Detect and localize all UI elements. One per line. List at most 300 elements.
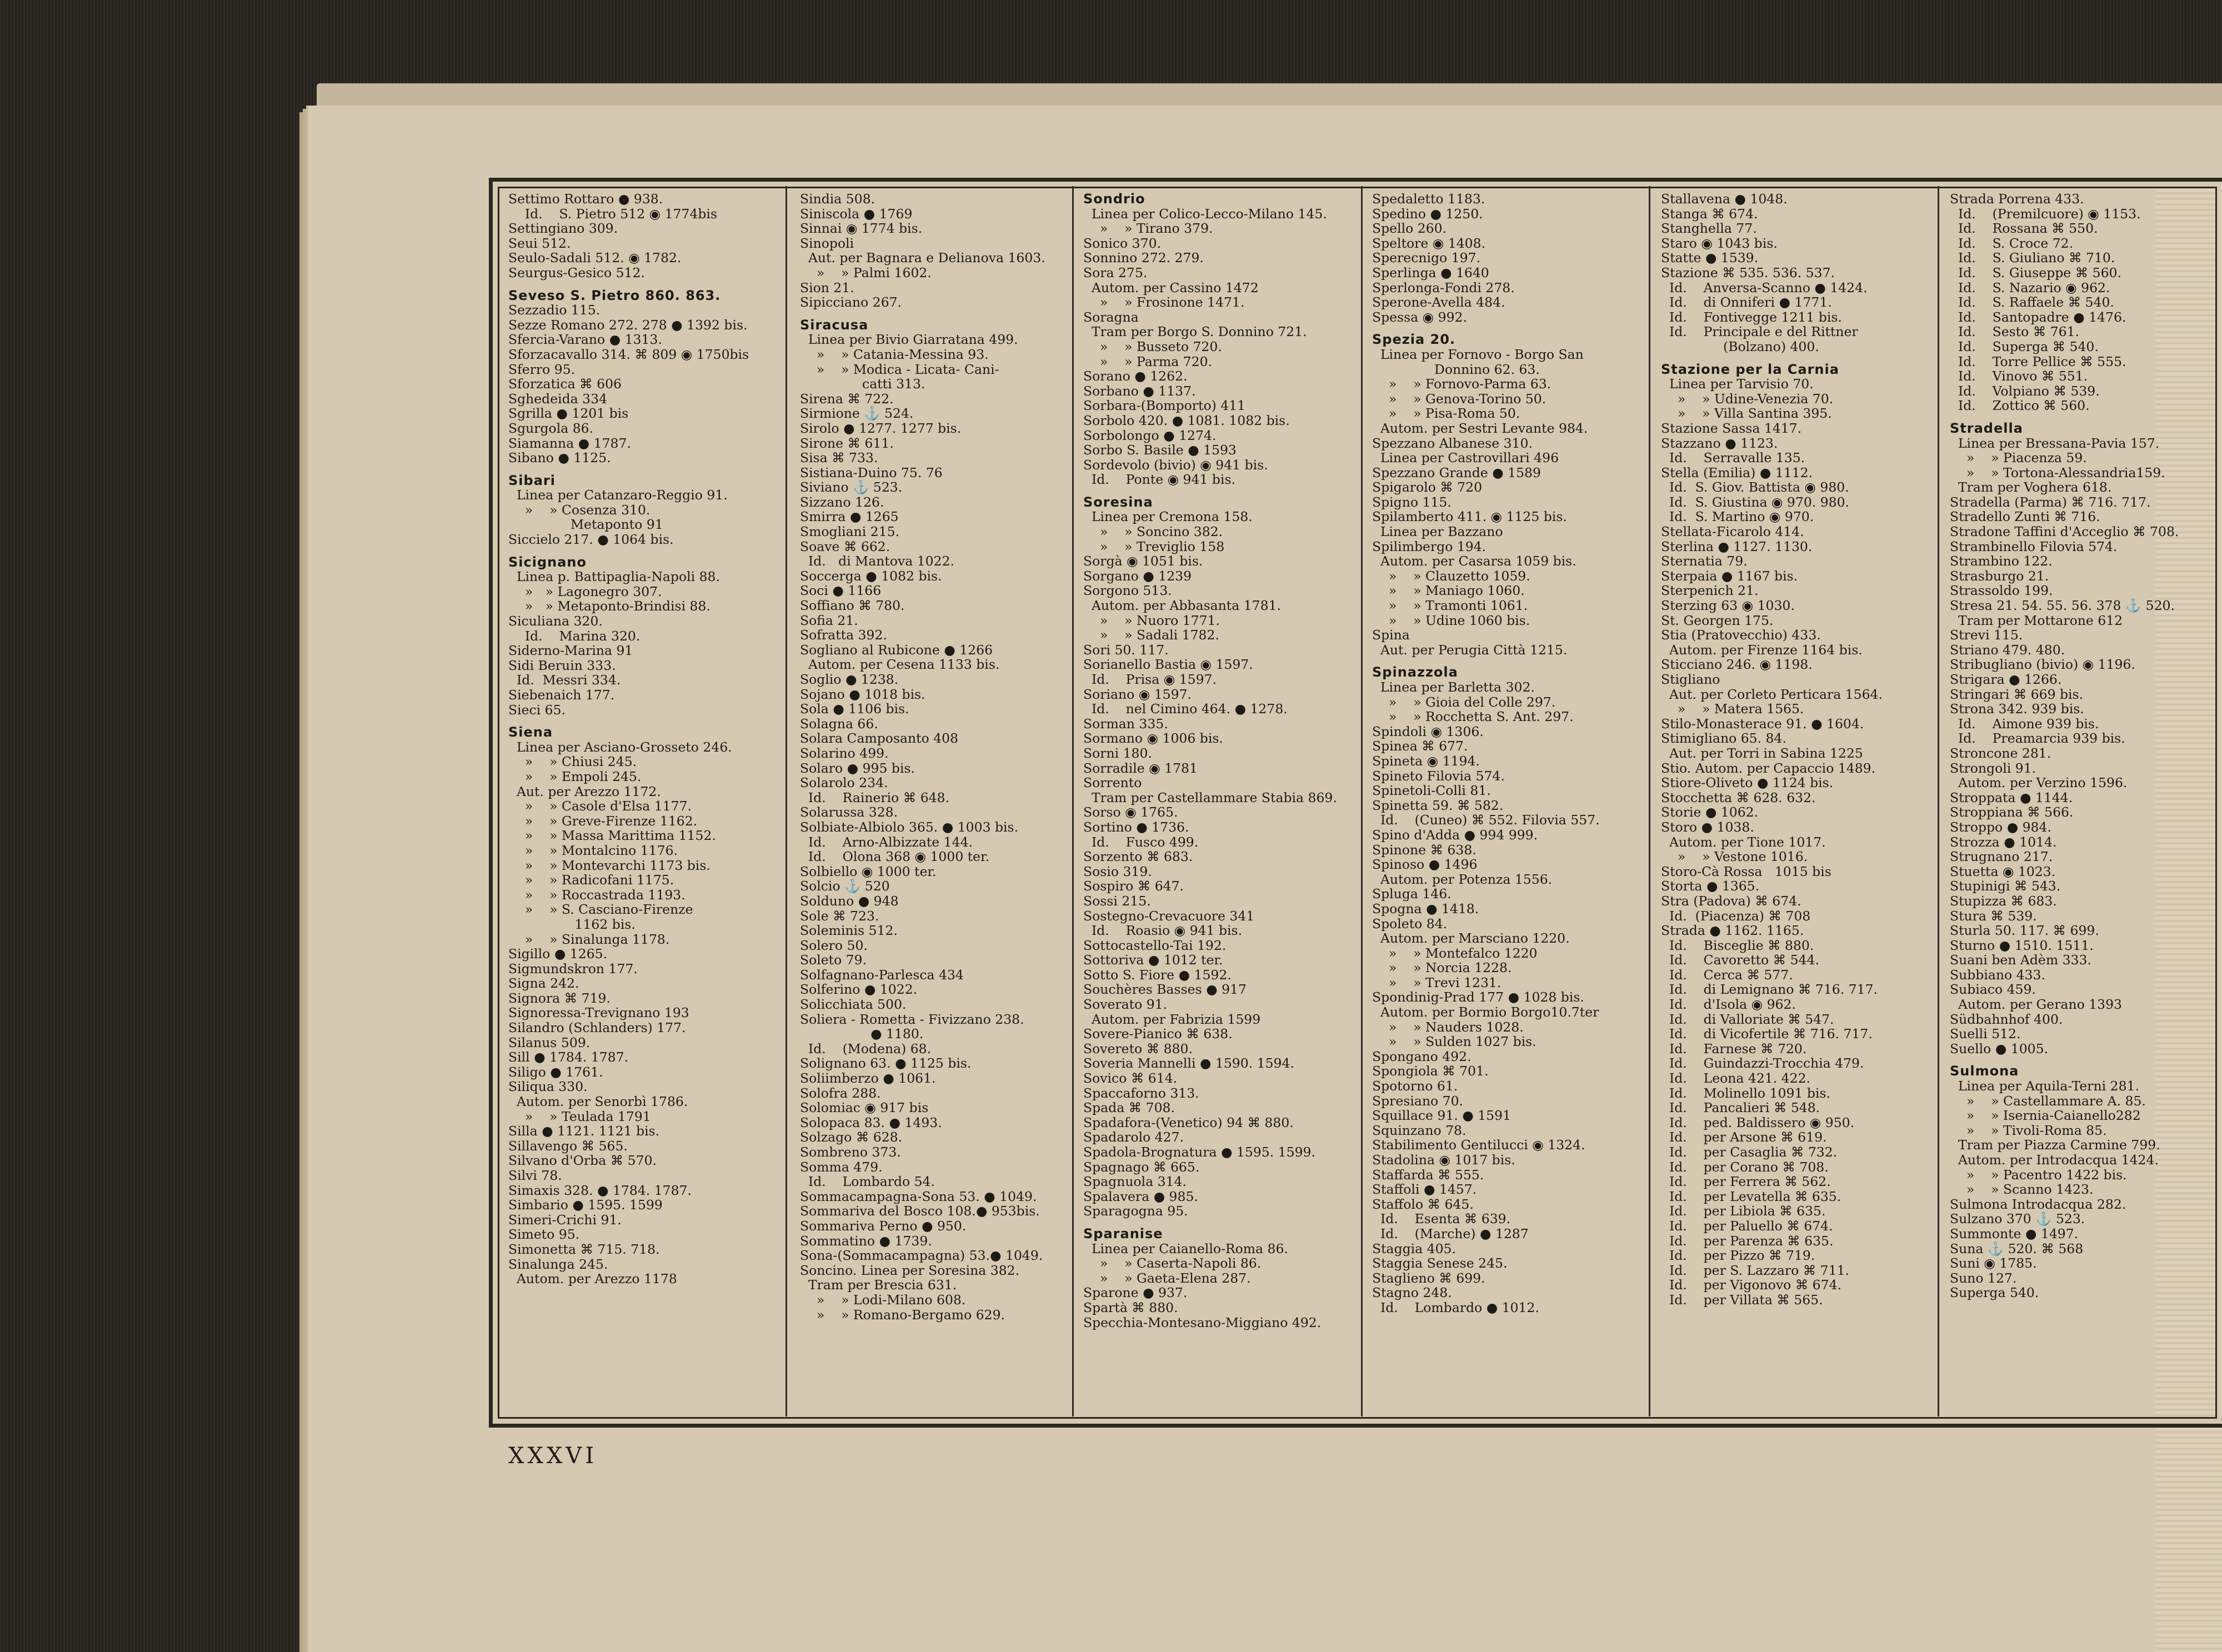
index-column-5	[1661, 192, 1933, 1414]
column-divider	[1649, 186, 1650, 1416]
index-entry: Suelli 512.	[1950, 1026, 2021, 1042]
index-entry: » » Metaponto-Brindisi 88.	[508, 598, 710, 614]
index-entry: Tram per Voghera 618.	[1950, 479, 2112, 495]
index-entry: Id. Serravalle 135.	[1661, 450, 1805, 466]
index-entry: Stura ⌘ 539.	[1950, 908, 2037, 924]
index-entry: Spartà ⌘ 880.	[1083, 1299, 1178, 1315]
index-heading: Siena	[508, 724, 553, 740]
index-entry: Sommatino ● 1739.	[800, 1233, 932, 1249]
index-entry: Id. S. Croce 72.	[1950, 235, 2074, 251]
index-entry: Sperecnigo 197.	[1372, 250, 1480, 266]
index-heading: Stazione per la Carnia	[1661, 361, 1839, 377]
index-entry: Sparone ● 937.	[1083, 1285, 1188, 1301]
index-entry: Sghedeida 334	[508, 391, 608, 407]
index-entry: Id. Principale e del Rittner	[1661, 324, 1858, 340]
index-entry: Sofratta 392.	[800, 627, 887, 643]
index-entry: Autom. per Senorbì 1786.	[508, 1094, 688, 1110]
index-entry: Strada ● 1162. 1165.	[1661, 923, 1804, 939]
index-column-1	[508, 192, 780, 1414]
index-entry: Id. per Arsone ⌘ 619.	[1661, 1129, 1827, 1145]
index-entry: Sill ● 1784. 1787.	[508, 1049, 629, 1065]
index-entry: Strassoldo 199.	[1950, 583, 2053, 599]
index-entry: Aut. per Bagnara e Delianova 1603.	[800, 250, 1045, 266]
index-entry: Spedaletto 1183.	[1372, 192, 1485, 207]
index-entry: Autom. per Potenza 1556.	[1372, 871, 1553, 887]
index-entry: Strada Porrena 433.	[1950, 192, 2084, 207]
index-entry: Solicchiata 500.	[800, 997, 907, 1013]
index-entry: Id. Torre Pellice ⌘ 555.	[1950, 353, 2126, 369]
index-entry: Id. Bisceglie ⌘ 880.	[1661, 937, 1814, 953]
index-entry: Id. S. Raffaele ⌘ 540.	[1950, 294, 2114, 311]
index-entry: Linea per Bressana-Pavia 157.	[1950, 435, 2160, 451]
index-entry: Spinea ⌘ 677.	[1372, 738, 1468, 754]
index-entry: Stallavena ● 1048.	[1661, 192, 1788, 207]
index-entry: Spineto Filovia 574.	[1372, 768, 1505, 784]
index-entry: Id. Rainerio ⌘ 648.	[800, 789, 950, 805]
index-entry: Id. Aimone 939 bis.	[1950, 715, 2099, 732]
index-entry: Id. Santopadre ● 1476.	[1950, 309, 2126, 325]
index-entry: Spina	[1372, 627, 1410, 643]
index-entry: Stringari ⌘ 669 bis.	[1950, 686, 2084, 702]
index-entry: Sovereto ⌘ 880.	[1083, 1040, 1193, 1057]
index-entry: Id. Prisa ◉ 1597.	[1083, 672, 1217, 687]
index-entry: Sorgano ● 1239	[1083, 568, 1192, 584]
index-entry: » » Tramonti 1061.	[1372, 598, 1528, 614]
index-heading: Sicignano	[508, 554, 587, 570]
index-entry: Autom. per Casarsa 1059 bis.	[1372, 553, 1577, 569]
index-entry: » » Montevarchi 1173 bis.	[508, 857, 710, 873]
index-entry: Sigmundskron 177.	[508, 960, 638, 977]
index-entry: Sistiana-Duino 75. 76	[800, 464, 943, 480]
index-entry: Autom. per Cassino 1472	[1083, 279, 1259, 296]
index-entry: Id. per Libiola ⌘ 635.	[1661, 1203, 1826, 1219]
index-entry: » » Romano-Bergamo 629.	[800, 1306, 1005, 1323]
index-entry: Sorradile ◉ 1781	[1083, 760, 1198, 776]
index-entry: Stazzano ● 1123.	[1661, 435, 1778, 451]
index-entry: Sorgono 513.	[1083, 583, 1172, 599]
index-entry: Solopaca 83. ● 1493.	[800, 1114, 942, 1130]
index-entry: Id. Vinovo ⌘ 551.	[1950, 368, 2088, 384]
index-entry: » » Casole d'Elsa 1177.	[508, 798, 692, 814]
index-entry: Stupinigi ⌘ 543.	[1950, 878, 2061, 894]
index-entry: Summonte ● 1497.	[1950, 1225, 2079, 1241]
index-entry: Stilo-Monasterace 91. ● 1604.	[1661, 715, 1864, 732]
index-entry: Strevi 115.	[1950, 627, 2023, 643]
index-entry: Sperone-Avella 484.	[1372, 294, 1505, 311]
index-entry: Sgrilla ● 1201 bis	[508, 406, 629, 422]
index-entry: Spessa ◉ 992.	[1372, 309, 1467, 325]
index-entry: Sferro 95.	[508, 361, 575, 377]
index-entry: Sostegno-Crevacuore 341	[1083, 908, 1255, 924]
index-entry: Aut. per Arezzo 1172.	[508, 783, 661, 799]
index-entry: Stribugliano (bivio) ◉ 1196.	[1950, 657, 2135, 673]
index-column-6	[1950, 192, 2222, 1414]
index-entry: » » Empoli 245.	[508, 768, 642, 784]
index-entry: Id. nel Cimino 464. ● 1278.	[1083, 701, 1288, 717]
index-entry: Sion 21.	[800, 279, 854, 296]
index-entry: Sormano ◉ 1006 bis.	[1083, 730, 1223, 747]
index-entry: Strambinello Filovia 574.	[1950, 538, 2118, 554]
column-divider	[1361, 186, 1363, 1416]
index-entry: Autom. per Verzino 1596.	[1950, 775, 2128, 791]
index-entry: Strugnano 217.	[1950, 849, 2053, 865]
index-entry: Sora 275.	[1083, 264, 1148, 281]
index-entry: Id. Olona 368 ◉ 1000 ter.	[800, 849, 990, 865]
index-entry: Sola ● 1106 bis.	[800, 701, 909, 717]
index-entry: Linea per Caianello-Roma 86.	[1083, 1240, 1288, 1256]
index-entry: Stupizza ⌘ 683.	[1950, 893, 2057, 909]
index-heading: Seveso S. Pietro 860. 863.	[508, 287, 721, 303]
index-entry: Id. Sesto ⌘ 761.	[1950, 324, 2080, 340]
index-entry: Sfercia-Varano ● 1313.	[508, 332, 662, 348]
index-entry: Id. d'Isola ◉ 962.	[1661, 997, 1796, 1013]
index-entry: Sigillo ● 1265.	[508, 946, 608, 962]
index-entry: Spigno 115.	[1372, 494, 1452, 510]
index-entry: Sortino ● 1736.	[1083, 819, 1189, 835]
index-heading: Sondrio	[1083, 192, 1145, 207]
index-entry: » » Teulada 1791	[508, 1108, 651, 1124]
index-entry: Sternatia 79.	[1661, 553, 1748, 569]
index-entry: Sorman 335.	[1083, 715, 1168, 732]
index-entry: Spadola-Brognatura ● 1595. 1599.	[1083, 1144, 1315, 1160]
index-entry: Siviano ⚓ 523.	[800, 479, 903, 495]
index-entry: » » Treviglio 158	[1083, 538, 1225, 554]
index-entry: Linea per Cremona 158.	[1083, 509, 1253, 525]
index-entry: Statte ● 1539.	[1661, 250, 1759, 266]
index-entry: Staffarda ⌘ 555.	[1372, 1167, 1484, 1183]
index-entry: Stazione ⌘ 535. 536. 537.	[1661, 264, 1835, 281]
index-entry: Sorbolongo ● 1274.	[1083, 427, 1217, 443]
index-entry: Sorso ◉ 1765.	[1083, 804, 1178, 820]
index-entry: Spondinig-Prad 177 ● 1028 bis.	[1372, 989, 1584, 1005]
index-entry: Stroncone 281.	[1950, 745, 2051, 761]
index-entry: Stradella (Parma) ⌘ 716. 717.	[1950, 494, 2151, 510]
index-entry: » » Montalcino 1176.	[508, 842, 678, 858]
index-entry: Autom. per Gerano 1393	[1950, 997, 2122, 1013]
index-entry: Sorni 180.	[1083, 745, 1152, 761]
index-entry: Solarino 499.	[800, 745, 889, 761]
index-entry: Autom. per Sestri Levante 984.	[1372, 420, 1588, 436]
index-entry: Sorano ● 1262.	[1083, 368, 1188, 384]
index-entry: Sorbano ● 1137.	[1083, 383, 1196, 399]
index-entry: Id. S. Giuliano ⌘ 710.	[1950, 250, 2115, 266]
index-entry: Aut. per Torri in Sabina 1225	[1661, 745, 1863, 761]
index-entry: Seui 512.	[508, 235, 571, 251]
index-entry: Spada ⌘ 708.	[1083, 1100, 1175, 1116]
index-entry: Soliimberzo ● 1061.	[800, 1070, 936, 1087]
index-entry: Simaxis 328. ● 1784. 1787.	[508, 1182, 692, 1198]
index-entry: » » Gaeta-Elena 287.	[1083, 1270, 1251, 1286]
index-entry: Linea per Colico-Lecco-Milano 145.	[1083, 206, 1327, 222]
index-entry: Spoleto 84.	[1372, 915, 1448, 932]
index-entry: Suna ⚓ 520. ⌘ 568	[1950, 1240, 2084, 1256]
index-entry: Id. Rossana ⌘ 550.	[1950, 221, 2098, 237]
index-entry: 1162 bis.	[508, 916, 635, 932]
index-entry: Siebenaich 177.	[508, 687, 615, 703]
index-entry: Soleminis 512.	[800, 923, 898, 939]
index-entry: Sirmione ⚓ 524.	[800, 406, 914, 422]
index-entry: Spigarolo ⌘ 720	[1372, 479, 1483, 495]
index-entry: Stagno 248.	[1372, 1285, 1452, 1301]
index-column-4	[1372, 192, 1644, 1414]
index-entry: Id. per Vigonovo ⌘ 674.	[1661, 1277, 1842, 1293]
index-entry: Sorrento	[1083, 775, 1142, 791]
index-entry: Sona-(Sommacampagna) 53.● 1049.	[800, 1248, 1043, 1264]
index-entry: Linea per Bazzano	[1372, 524, 1503, 540]
column-divider	[1072, 186, 1074, 1416]
index-entry: Signoressa-Trevignano 193	[508, 1005, 689, 1021]
index-entry: Stroppiana ⌘ 566.	[1950, 804, 2074, 820]
index-entry: Linea per Tarvisio 70.	[1661, 376, 1814, 392]
index-entry: Siniscola ● 1769	[800, 206, 913, 222]
index-entry: Autom. per Firenze 1164 bis.	[1661, 642, 1863, 658]
index-entry: Id. per Casaglia ⌘ 732.	[1661, 1144, 1838, 1160]
index-entry: Sforzatica ⌘ 606	[508, 376, 622, 392]
index-entry: Simbario ● 1595. 1599	[508, 1197, 663, 1213]
index-entry: Storo-Cà Rossa 1015 bis	[1661, 863, 1831, 879]
index-entry: Spinone ⌘ 638.	[1372, 842, 1477, 858]
index-entry: Spinetoli-Colli 81.	[1372, 783, 1491, 799]
index-entry: Spilimbergo 194.	[1372, 538, 1487, 554]
index-entry: Settingiano 309.	[508, 221, 618, 237]
index-entry: Stuetta ◉ 1023.	[1950, 863, 2056, 879]
index-entry: Sonico 370.	[1083, 235, 1162, 251]
index-entry: Sindia 508.	[800, 192, 875, 207]
index-entry: Storta ● 1365.	[1661, 878, 1760, 894]
index-entry: Sirone ⌘ 611.	[800, 435, 894, 451]
index-entry: Squillace 91. ● 1591	[1372, 1108, 1511, 1124]
index-entry: » » Piacenza 59.	[1950, 450, 2087, 466]
index-entry: Id. (Modena) 68.	[800, 1040, 932, 1057]
index-entry: Simonetta ⌘ 715. 718.	[508, 1241, 660, 1257]
index-entry: Id. Messri 334.	[508, 672, 621, 688]
index-entry: Sisa ⌘ 733.	[800, 450, 878, 466]
index-entry: » » Soncino 382.	[1083, 524, 1223, 540]
index-entry: St. Georgen 175.	[1661, 612, 1774, 628]
index-entry: Siliqua 330.	[508, 1079, 588, 1095]
index-column-2	[800, 192, 1072, 1414]
index-entry: Id. Marina 320.	[508, 628, 640, 644]
index-entry: Stella (Emilia) ● 1112.	[1661, 464, 1813, 480]
index-entry: » » Sinalunga 1178.	[508, 931, 670, 947]
index-entry: Spilamberto 411. ◉ 1125 bis.	[1372, 509, 1567, 525]
index-entry: Autom. per Tione 1017.	[1661, 834, 1826, 850]
index-entry: Silanus 509.	[508, 1034, 590, 1050]
index-entry: Sezzadio 115.	[508, 302, 600, 318]
index-entry: Sulzano 370 ⚓ 523.	[1950, 1211, 2085, 1227]
index-entry: Sombreno 373.	[800, 1144, 901, 1160]
index-entry: » » Norcia 1228.	[1372, 960, 1512, 976]
index-entry: » » Modica - Licata- Cani-	[800, 361, 999, 377]
index-entry: Id. di Mantova 1022.	[800, 553, 955, 569]
index-entry: Sotto S. Fiore ● 1592.	[1083, 967, 1232, 983]
index-entry: Signa 242.	[508, 975, 579, 992]
index-entry: Sorgà ◉ 1051 bis.	[1083, 553, 1203, 569]
index-entry: » » Tivoli-Roma 85.	[1950, 1122, 2107, 1138]
index-entry: Soveria Mannelli ● 1590. 1594.	[1083, 1055, 1294, 1072]
index-entry: Sturla 50. 117. ⌘ 699.	[1950, 923, 2099, 939]
index-entry: » » Castellammare A. 85.	[1950, 1093, 2146, 1109]
index-entry: » » Nuoro 1771.	[1083, 612, 1220, 628]
index-entry: Id. Anversa-Scanno ● 1424.	[1661, 279, 1868, 296]
index-entry: » » Greve-Firenze 1162.	[508, 813, 698, 829]
index-entry: Sturno ● 1510. 1511.	[1950, 937, 2094, 953]
index-entry: Siderno-Marina 91	[508, 643, 633, 659]
index-entry: Spello 260.	[1372, 221, 1447, 237]
index-entry: Silvano d'Orba ⌘ 570.	[508, 1153, 657, 1169]
index-entry: » » Cosenza 310.	[508, 502, 650, 518]
index-entry: Spinetta 59. ⌘ 582.	[1372, 797, 1504, 813]
index-entry: Spluga 146.	[1372, 886, 1452, 902]
index-entry: Sommacampagna-Sona 53. ● 1049.	[800, 1188, 1037, 1204]
index-entry: Id. di Valloriate ⌘ 547.	[1661, 1011, 1834, 1027]
index-entry: Donnino 62. 63.	[1372, 361, 1540, 377]
index-entry: Specchia-Montesano-Miggiano 492.	[1083, 1314, 1322, 1330]
index-entry: Id. Fusco 499.	[1083, 834, 1199, 850]
index-entry: Strigara ● 1266.	[1950, 672, 2062, 687]
index-entry: Id. Lombardo ● 1012.	[1372, 1299, 1539, 1315]
index-entry: Sossi 215.	[1083, 893, 1151, 909]
index-entry: Staglieno ⌘ 699.	[1372, 1270, 1485, 1286]
index-entry: » » Udine 1060 bis.	[1372, 612, 1530, 628]
index-entry: Id. S. Giov. Battista ◉ 980.	[1661, 479, 1849, 495]
index-entry: Stellata-Ficarolo 414.	[1661, 524, 1804, 540]
index-heading: Soresina	[1083, 494, 1153, 510]
index-entry: » » Pacentro 1422 bis.	[1950, 1167, 2127, 1183]
index-entry: Spedino ● 1250.	[1372, 206, 1483, 222]
index-entry: Sorbo S. Basile ● 1593	[1083, 442, 1237, 458]
index-entry: Siamanna ● 1787.	[508, 435, 631, 451]
index-entry: Id. Zottico ⌘ 560.	[1950, 398, 2090, 414]
index-column-3	[1083, 192, 1355, 1414]
index-entry: Sorzento ⌘ 683.	[1083, 849, 1193, 865]
index-entry: Spino d'Adda ● 994 999.	[1372, 827, 1538, 843]
index-entry: Id. per Corano ⌘ 708.	[1661, 1159, 1829, 1175]
index-entry: Staggia 405.	[1372, 1240, 1456, 1256]
index-entry: Spadarolo 427.	[1083, 1129, 1184, 1145]
index-entry: Stroppata ● 1144.	[1950, 789, 2073, 805]
index-entry: Aut. per Corleto Perticara 1564.	[1661, 686, 1883, 702]
index-entry: Solara Camposanto 408	[800, 730, 959, 747]
index-entry: Subbiano 433.	[1950, 967, 2045, 983]
index-entry: Solzago ⌘ 628.	[800, 1129, 903, 1145]
index-entry: Id. Guindazzi-Trocchia 479.	[1661, 1055, 1864, 1072]
index-entry: Spezzano Grande ● 1589	[1372, 464, 1541, 480]
index-entry: Linea per Catanzaro-Reggio 91.	[508, 487, 728, 503]
index-entry: Signora ⌘ 719.	[508, 990, 610, 1006]
index-entry: Sibano ● 1125.	[508, 450, 611, 466]
index-entry: Id. S. Giuseppe ⌘ 560.	[1950, 264, 2121, 281]
index-entry: Staffoli ● 1457.	[1372, 1182, 1477, 1198]
index-entry: Soragna	[1083, 309, 1139, 325]
index-entry: Spotorno 61.	[1372, 1078, 1458, 1094]
index-entry: Suni ◉ 1785.	[1950, 1255, 2037, 1271]
index-entry: Sottocastello-Tai 192.	[1083, 937, 1227, 953]
index-entry: Spalavera ● 985.	[1083, 1188, 1198, 1204]
index-entry: » » Lodi-Milano 608.	[800, 1291, 966, 1308]
index-entry: » » Trevi 1231.	[1372, 974, 1502, 990]
index-entry: Solofra 288.	[800, 1085, 881, 1101]
index-entry: Strona 342. 939 bis.	[1950, 701, 2084, 717]
index-entry: Siculiana 320.	[508, 613, 603, 629]
index-entry: Sirolo ● 1277. 1277 bis.	[800, 420, 962, 436]
index-entry: Id. (Cuneo) ⌘ 552. Filovia 557.	[1372, 812, 1600, 828]
index-heading: Spinazzola	[1372, 664, 1458, 680]
index-entry: Storo ● 1038.	[1661, 819, 1754, 835]
index-entry: Stresa 21. 54. 55. 56. 378 ⚓ 520.	[1950, 598, 2175, 614]
index-heading: Sibari	[508, 472, 556, 488]
index-entry: Tram per Castellammare Stabia 869.	[1083, 789, 1337, 805]
index-entry: » » Pisa-Roma 50.	[1372, 406, 1520, 422]
index-heading: Sulmona	[1950, 1063, 2019, 1079]
index-entry: Sorianello Bastia ◉ 1597.	[1083, 657, 1253, 673]
index-entry: Sperlinga ● 1640	[1372, 264, 1489, 281]
index-entry: Silvi 78.	[508, 1168, 562, 1183]
index-entry: Stazione Sassa 1417.	[1661, 420, 1802, 436]
index-entry: Linea per Aquila-Terni 281.	[1950, 1078, 2139, 1094]
column-divider	[785, 186, 787, 1416]
index-entry: Spineta ◉ 1194.	[1372, 753, 1480, 769]
index-entry: Sospiro ⌘ 647.	[1083, 878, 1184, 894]
index-entry: Id. S. Giustina ◉ 970. 980.	[1661, 494, 1850, 510]
index-entry: Id. S. Nazario ◉ 962.	[1950, 279, 2110, 296]
index-entry: Suno 127.	[1950, 1270, 2017, 1286]
index-entry: » » Frosinone 1471.	[1083, 294, 1245, 311]
index-entry: Tram per Piazza Carmine 799.	[1950, 1137, 2160, 1153]
index-entry: » » Maniago 1060.	[1372, 583, 1525, 599]
index-entry: Sillavengo ⌘ 565.	[508, 1138, 628, 1154]
index-entry: Sieci 65.	[508, 702, 566, 718]
index-entry: » » Palmi 1602.	[800, 264, 932, 281]
index-entry: Südbahnhof 400.	[1950, 1011, 2063, 1027]
index-entry: Id. S. Martino ◉ 970.	[1661, 509, 1814, 525]
index-entry: » » Busseto 720.	[1083, 338, 1222, 354]
index-entry: Id. per Paluello ⌘ 674.	[1661, 1218, 1833, 1234]
index-entry: Id. di Vicofertile ⌘ 716. 717.	[1661, 1026, 1873, 1042]
index-entry: » » S. Casciano-Firenze	[508, 902, 693, 918]
index-entry: » » Lagonegro 307.	[508, 583, 662, 599]
index-entry: Sosio 319.	[1083, 863, 1152, 879]
index-entry: Solaro ● 995 bis.	[800, 760, 915, 776]
index-entry: Sori 50. 117.	[1083, 642, 1169, 658]
index-entry: Spagnuola 314.	[1083, 1174, 1187, 1190]
index-entry: Strasburgo 21.	[1950, 568, 2049, 584]
index-entry: Soave ⌘ 662.	[800, 538, 890, 554]
column-divider	[1938, 186, 1939, 1416]
index-entry: Linea per Castrovillari 496	[1372, 450, 1559, 466]
index-entry: Tram per Brescia 631.	[800, 1277, 957, 1293]
index-entry: Siligo ● 1761.	[508, 1064, 603, 1080]
index-entry: Stabilimento Gentilucci ◉ 1324.	[1372, 1137, 1585, 1153]
index-entry: Stimigliano 65. 84.	[1661, 730, 1786, 747]
index-entry: Settimo Rottaro ● 938.	[508, 192, 663, 207]
index-entry: Solcio ⚓ 520	[800, 878, 890, 894]
index-entry: Stiore-Oliveto ● 1124 bis.	[1661, 775, 1834, 791]
index-entry: Solarussa 328.	[800, 804, 898, 820]
index-entry: Soglio ● 1238.	[800, 672, 899, 687]
index-entry: » » Radicofani 1175.	[508, 872, 674, 888]
index-entry: Spezzano Albanese 310.	[1372, 435, 1533, 451]
index-entry: » » Gioia del Colle 297.	[1372, 694, 1556, 710]
index-entry: Spinoso ● 1496	[1372, 857, 1478, 873]
index-entry: » » Vestone 1016.	[1661, 849, 1808, 865]
index-entry: Autom. per Bormio Borgo10.7ter	[1372, 1004, 1599, 1020]
index-entry: Id. Preamarcia 939 bis.	[1950, 730, 2125, 747]
index-entry: Sterpaia ● 1167 bis.	[1661, 568, 1798, 584]
index-entry: Solfagnano-Parlesca 434	[800, 967, 964, 983]
index-entry: Sterzing 63 ◉ 1030.	[1661, 598, 1795, 614]
index-entry: Stadolina ◉ 1017 bis.	[1372, 1152, 1515, 1168]
